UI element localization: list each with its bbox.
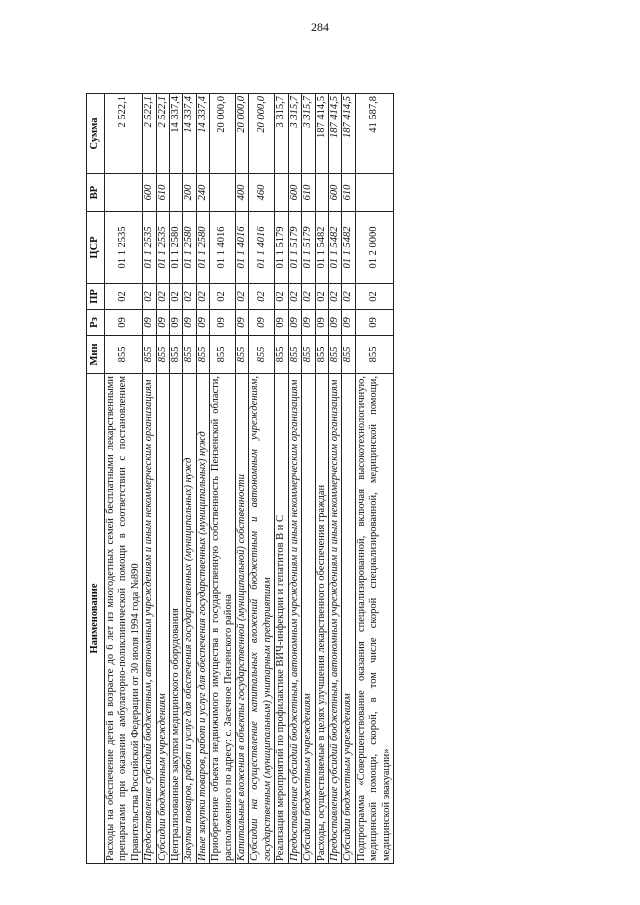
- row-min: 855: [236, 336, 249, 374]
- row-csr: 01 1 4016: [210, 212, 236, 284]
- rotated-table-container: [86, 94, 518, 864]
- row-min: 855: [342, 336, 355, 374]
- row-name: Субсидии на осуществление капитальных вложений бюджетным и автономным учреждениям, государственным (муниципальным) унитарным предприятиям: [249, 374, 275, 864]
- row-vr: 400: [236, 174, 249, 212]
- row-min: 855: [355, 336, 393, 374]
- row-sum: 187 414,5: [342, 94, 355, 174]
- row-sum: 187 414,5: [315, 94, 328, 174]
- table-row: [105, 94, 143, 864]
- row-min: 855: [275, 336, 288, 374]
- row-name: Субсидии бюджетным учреждениям: [342, 374, 355, 864]
- row-name: Предоставление субсидий бюджетным, автономным учреждениям и иным некоммерческим организациям: [143, 374, 156, 864]
- table-row: [328, 94, 341, 864]
- row-name: Подпрограмма «Совершенствование оказания специализированной, включая высокотехнологичную, медицинской помощи, скорой, в том числе скорой специализированной, медицинской помощи, медицинской эвакуации»: [355, 374, 393, 864]
- row-rz: 09: [288, 310, 301, 336]
- row-pr: 02: [315, 284, 328, 310]
- row-rz: 09: [210, 310, 236, 336]
- row-pr: 02: [342, 284, 355, 310]
- row-min: 855: [288, 336, 301, 374]
- row-csr: 01 1 2535: [156, 212, 169, 284]
- row-sum: 20 000,0: [236, 94, 249, 174]
- row-pr: 02: [288, 284, 301, 310]
- table-row: [249, 94, 275, 864]
- row-vr: [105, 174, 143, 212]
- row-sum: 2 522,1: [105, 94, 143, 174]
- header-min: Мин: [87, 336, 105, 374]
- row-pr: 02: [302, 284, 315, 310]
- row-csr: 01 2 0000: [355, 212, 393, 284]
- row-pr: 02: [196, 284, 209, 310]
- row-csr: 01 1 4016: [236, 212, 249, 284]
- table-row: [236, 94, 249, 864]
- row-vr: 610: [342, 174, 355, 212]
- row-name: Реализация мероприятий по профилактике ВИЧ-инфекции и гепатитов B и C: [275, 374, 288, 864]
- table-row: [210, 94, 236, 864]
- row-name: Капитальные вложения в объекты государственной (муниципальной) собственности: [236, 374, 249, 864]
- row-csr: 01 1 2535: [143, 212, 156, 284]
- row-pr: 02: [236, 284, 249, 310]
- row-name: Централизованные закупки медицинского оборудования: [170, 374, 183, 864]
- row-name: Расходы на обеспечение детей в возрасте до 6 лет из многодетных семей бесплатными лекарственными препаратами при оказании амбулаторно-поликлинической помощи в соответствии с постановлением Правительства Российской Федерации от 30 июля 1994 года №890: [105, 374, 143, 864]
- row-sum: 14 337,4: [196, 94, 209, 174]
- table-row: [156, 94, 169, 864]
- row-csr: 01 1 5179: [275, 212, 288, 284]
- page-number: 284: [311, 20, 329, 34]
- row-sum: 3 315,7: [275, 94, 288, 174]
- row-rz: 09: [249, 310, 275, 336]
- row-vr: [275, 174, 288, 212]
- row-rz: 09: [156, 310, 169, 336]
- header-name: Наименование: [87, 374, 105, 864]
- header-pr: ПР: [87, 284, 105, 310]
- row-min: 855: [143, 336, 156, 374]
- header-rz: Рз: [87, 310, 105, 336]
- row-sum: 14 337,4: [170, 94, 183, 174]
- row-pr: 02: [355, 284, 393, 310]
- row-sum: 3 315,7: [302, 94, 315, 174]
- row-rz: 09: [302, 310, 315, 336]
- row-vr: 200: [183, 174, 196, 212]
- row-pr: 02: [275, 284, 288, 310]
- row-vr: 600: [328, 174, 341, 212]
- table-row: [288, 94, 301, 864]
- row-csr: 01 1 2580: [170, 212, 183, 284]
- row-min: 855: [302, 336, 315, 374]
- row-sum: 3 315,7: [288, 94, 301, 174]
- row-name: Субсидии бюджетным учреждениям: [156, 374, 169, 864]
- row-pr: 02: [249, 284, 275, 310]
- row-sum: 20 000,0: [249, 94, 275, 174]
- row-vr: 600: [143, 174, 156, 212]
- row-csr: 01 1 2535: [105, 212, 143, 284]
- header-sum: Сумма: [87, 94, 105, 174]
- row-vr: [355, 174, 393, 212]
- row-pr: 02: [143, 284, 156, 310]
- row-pr: 02: [105, 284, 143, 310]
- row-vr: 610: [156, 174, 169, 212]
- row-csr: 01 1 2580: [196, 212, 209, 284]
- row-rz: 09: [315, 310, 328, 336]
- row-min: 855: [328, 336, 341, 374]
- row-min: 855: [183, 336, 196, 374]
- row-vr: 610: [302, 174, 315, 212]
- row-rz: 09: [105, 310, 143, 336]
- row-sum: 187 414,5: [328, 94, 341, 174]
- row-rz: 09: [196, 310, 209, 336]
- row-pr: 02: [170, 284, 183, 310]
- table-row: [342, 94, 355, 864]
- row-csr: 01 1 5482: [342, 212, 355, 284]
- row-vr: 460: [249, 174, 275, 212]
- table-header-row: [87, 94, 105, 864]
- row-rz: 09: [183, 310, 196, 336]
- row-name: Иные закупки товаров, работ и услуг для обеспечения государственных (муниципальных) нужд: [196, 374, 209, 864]
- row-name: Предоставление субсидий бюджетным, автономным учреждениям и иным некоммерческим организациям: [288, 374, 301, 864]
- row-name: Приобретение объекта недвижимого имущества в государственную собственность Пензенской области, расположенного по адресу: с. Засечное Пензенского района: [210, 374, 236, 864]
- row-vr: 600: [288, 174, 301, 212]
- row-csr: 01 1 4016: [249, 212, 275, 284]
- row-rz: 09: [355, 310, 393, 336]
- table-row: [170, 94, 183, 864]
- row-min: 855: [315, 336, 328, 374]
- row-sum: 20 000,0: [210, 94, 236, 174]
- row-min: 855: [249, 336, 275, 374]
- row-rz: 09: [143, 310, 156, 336]
- header-csr: ЦСР: [87, 212, 105, 284]
- row-rz: 09: [275, 310, 288, 336]
- row-vr: 240: [196, 174, 209, 212]
- row-min: 855: [170, 336, 183, 374]
- row-rz: 09: [236, 310, 249, 336]
- row-sum: 14 337,4: [183, 94, 196, 174]
- table-row: [275, 94, 288, 864]
- row-sum: 41 587,8: [355, 94, 393, 174]
- row-rz: 09: [170, 310, 183, 336]
- row-vr: [210, 174, 236, 212]
- row-min: 855: [105, 336, 143, 374]
- row-rz: 09: [342, 310, 355, 336]
- row-name: Предоставление субсидий бюджетным, автономным учреждениям и иным некоммерческим организациям: [328, 374, 341, 864]
- table-row: [183, 94, 196, 864]
- row-min: 855: [196, 336, 209, 374]
- row-rz: 09: [328, 310, 341, 336]
- row-csr: 01 1 5482: [328, 212, 341, 284]
- row-sum: 2 522,1: [156, 94, 169, 174]
- row-name: Закупка товаров, работ и услуг для обеспечения государственных (муниципальных) нужд: [183, 374, 196, 864]
- header-vr: ВР: [87, 174, 105, 212]
- row-min: 855: [156, 336, 169, 374]
- row-csr: 01 1 2580: [183, 212, 196, 284]
- table-row: [315, 94, 328, 864]
- budget-table: [86, 93, 394, 864]
- row-pr: 02: [183, 284, 196, 310]
- table-row: [355, 94, 393, 864]
- row-min: 855: [210, 336, 236, 374]
- row-pr: 02: [210, 284, 236, 310]
- row-pr: 02: [156, 284, 169, 310]
- row-csr: 01 1 5179: [288, 212, 301, 284]
- row-pr: 02: [328, 284, 341, 310]
- row-csr: 01 1 5179: [302, 212, 315, 284]
- row-csr: 01 1 5482: [315, 212, 328, 284]
- row-sum: 2 522,1: [143, 94, 156, 174]
- row-name: Расходы, осуществляемые в целях улучшения лекарственного обеспечения граждан: [315, 374, 328, 864]
- row-vr: [315, 174, 328, 212]
- table-row: [143, 94, 156, 864]
- table-row: [196, 94, 209, 864]
- table-row: [302, 94, 315, 864]
- row-vr: [170, 174, 183, 212]
- row-name: Субсидии бюджетным учреждениям: [302, 374, 315, 864]
